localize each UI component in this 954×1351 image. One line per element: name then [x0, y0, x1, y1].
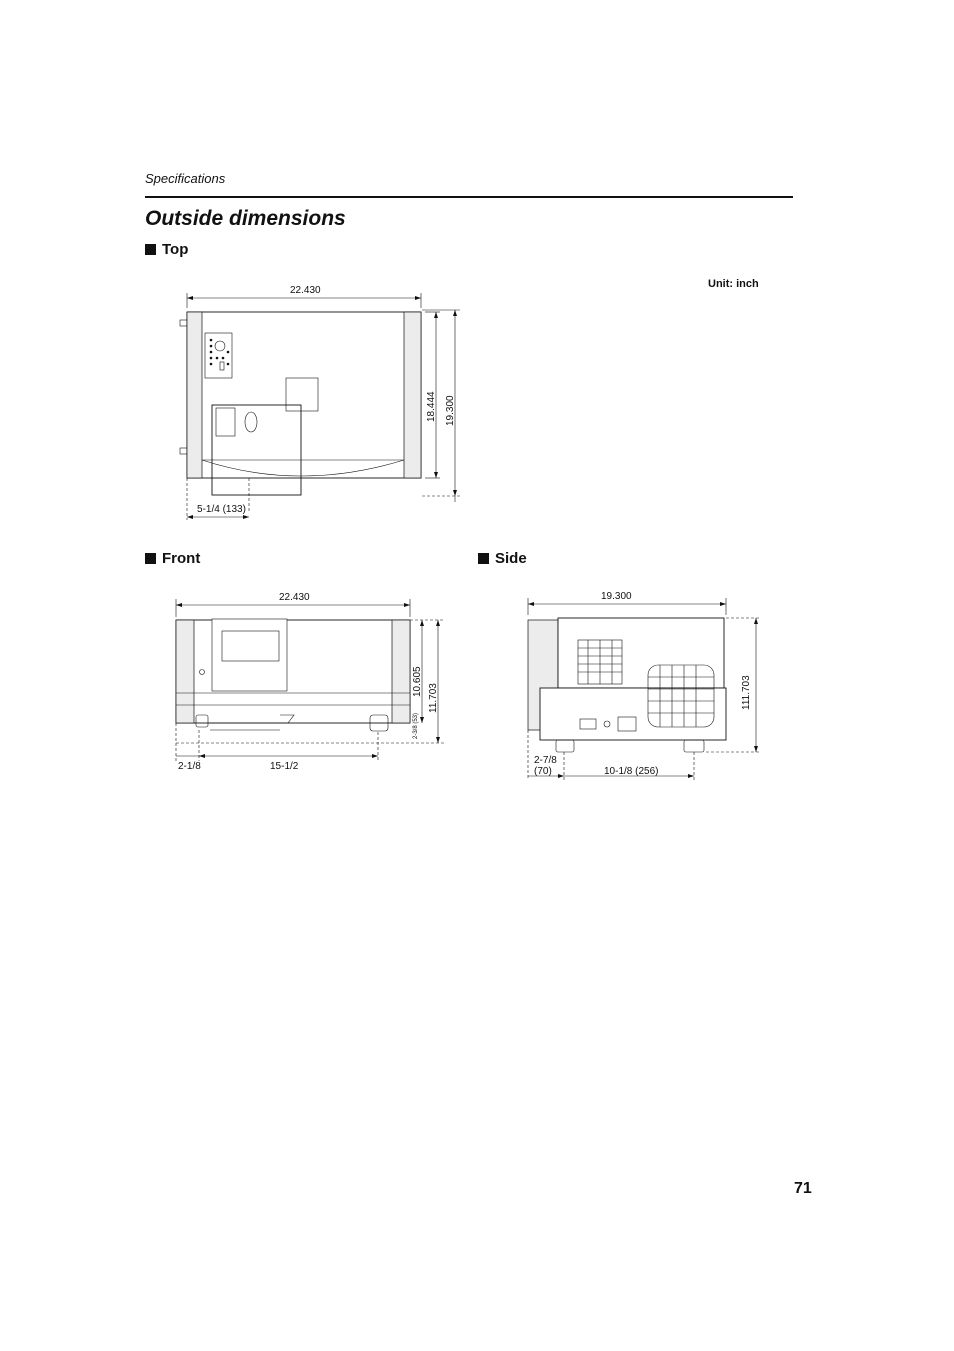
top-view-heading	[145, 241, 188, 258]
side-left-offset-mm-label: (70)	[534, 766, 552, 777]
side-height-label: 111.703	[741, 675, 752, 710]
side-left-offset-label: 2-7/8	[534, 755, 557, 766]
side-view-heading	[478, 550, 527, 567]
side-view-heading-text: Side	[495, 550, 527, 567]
front-height-outer-label: 11.703	[428, 683, 439, 713]
top-view-drawing	[170, 280, 470, 530]
front-width-label: 22.430	[279, 592, 310, 603]
header-rule	[145, 196, 793, 198]
front-foot-height-label: 2-3/8 (53)	[413, 712, 419, 739]
square-bullet-icon	[478, 553, 489, 564]
top-width-label: 22.430	[290, 285, 321, 296]
front-foot-span-label: 15-1/2	[270, 761, 299, 772]
square-bullet-icon	[145, 553, 156, 564]
front-height-inner-label: 10.605	[412, 666, 423, 697]
side-depth-label: 19.300	[601, 591, 632, 602]
section-label: Specifications	[145, 171, 226, 186]
unit-label: Unit: inch	[708, 278, 759, 290]
front-left-offset-label: 2-1/8	[178, 761, 201, 772]
top-depth-inner-label: 18.444	[426, 391, 437, 422]
page-number: 71	[794, 1180, 812, 1197]
front-view-drawing	[170, 585, 450, 775]
front-view-heading-text: Front	[162, 550, 201, 567]
square-bullet-icon	[145, 244, 156, 255]
side-foot-span-label: 10-1/8 (256)	[604, 766, 659, 777]
side-view-drawing	[520, 585, 770, 785]
top-depth-outer-label: 19.300	[445, 395, 456, 426]
page-title: Outside dimensions	[145, 207, 346, 230]
front-view-heading	[145, 550, 200, 567]
top-offset-label: 5-1/4 (133)	[197, 504, 246, 515]
top-view-heading-text: Top	[162, 241, 189, 258]
